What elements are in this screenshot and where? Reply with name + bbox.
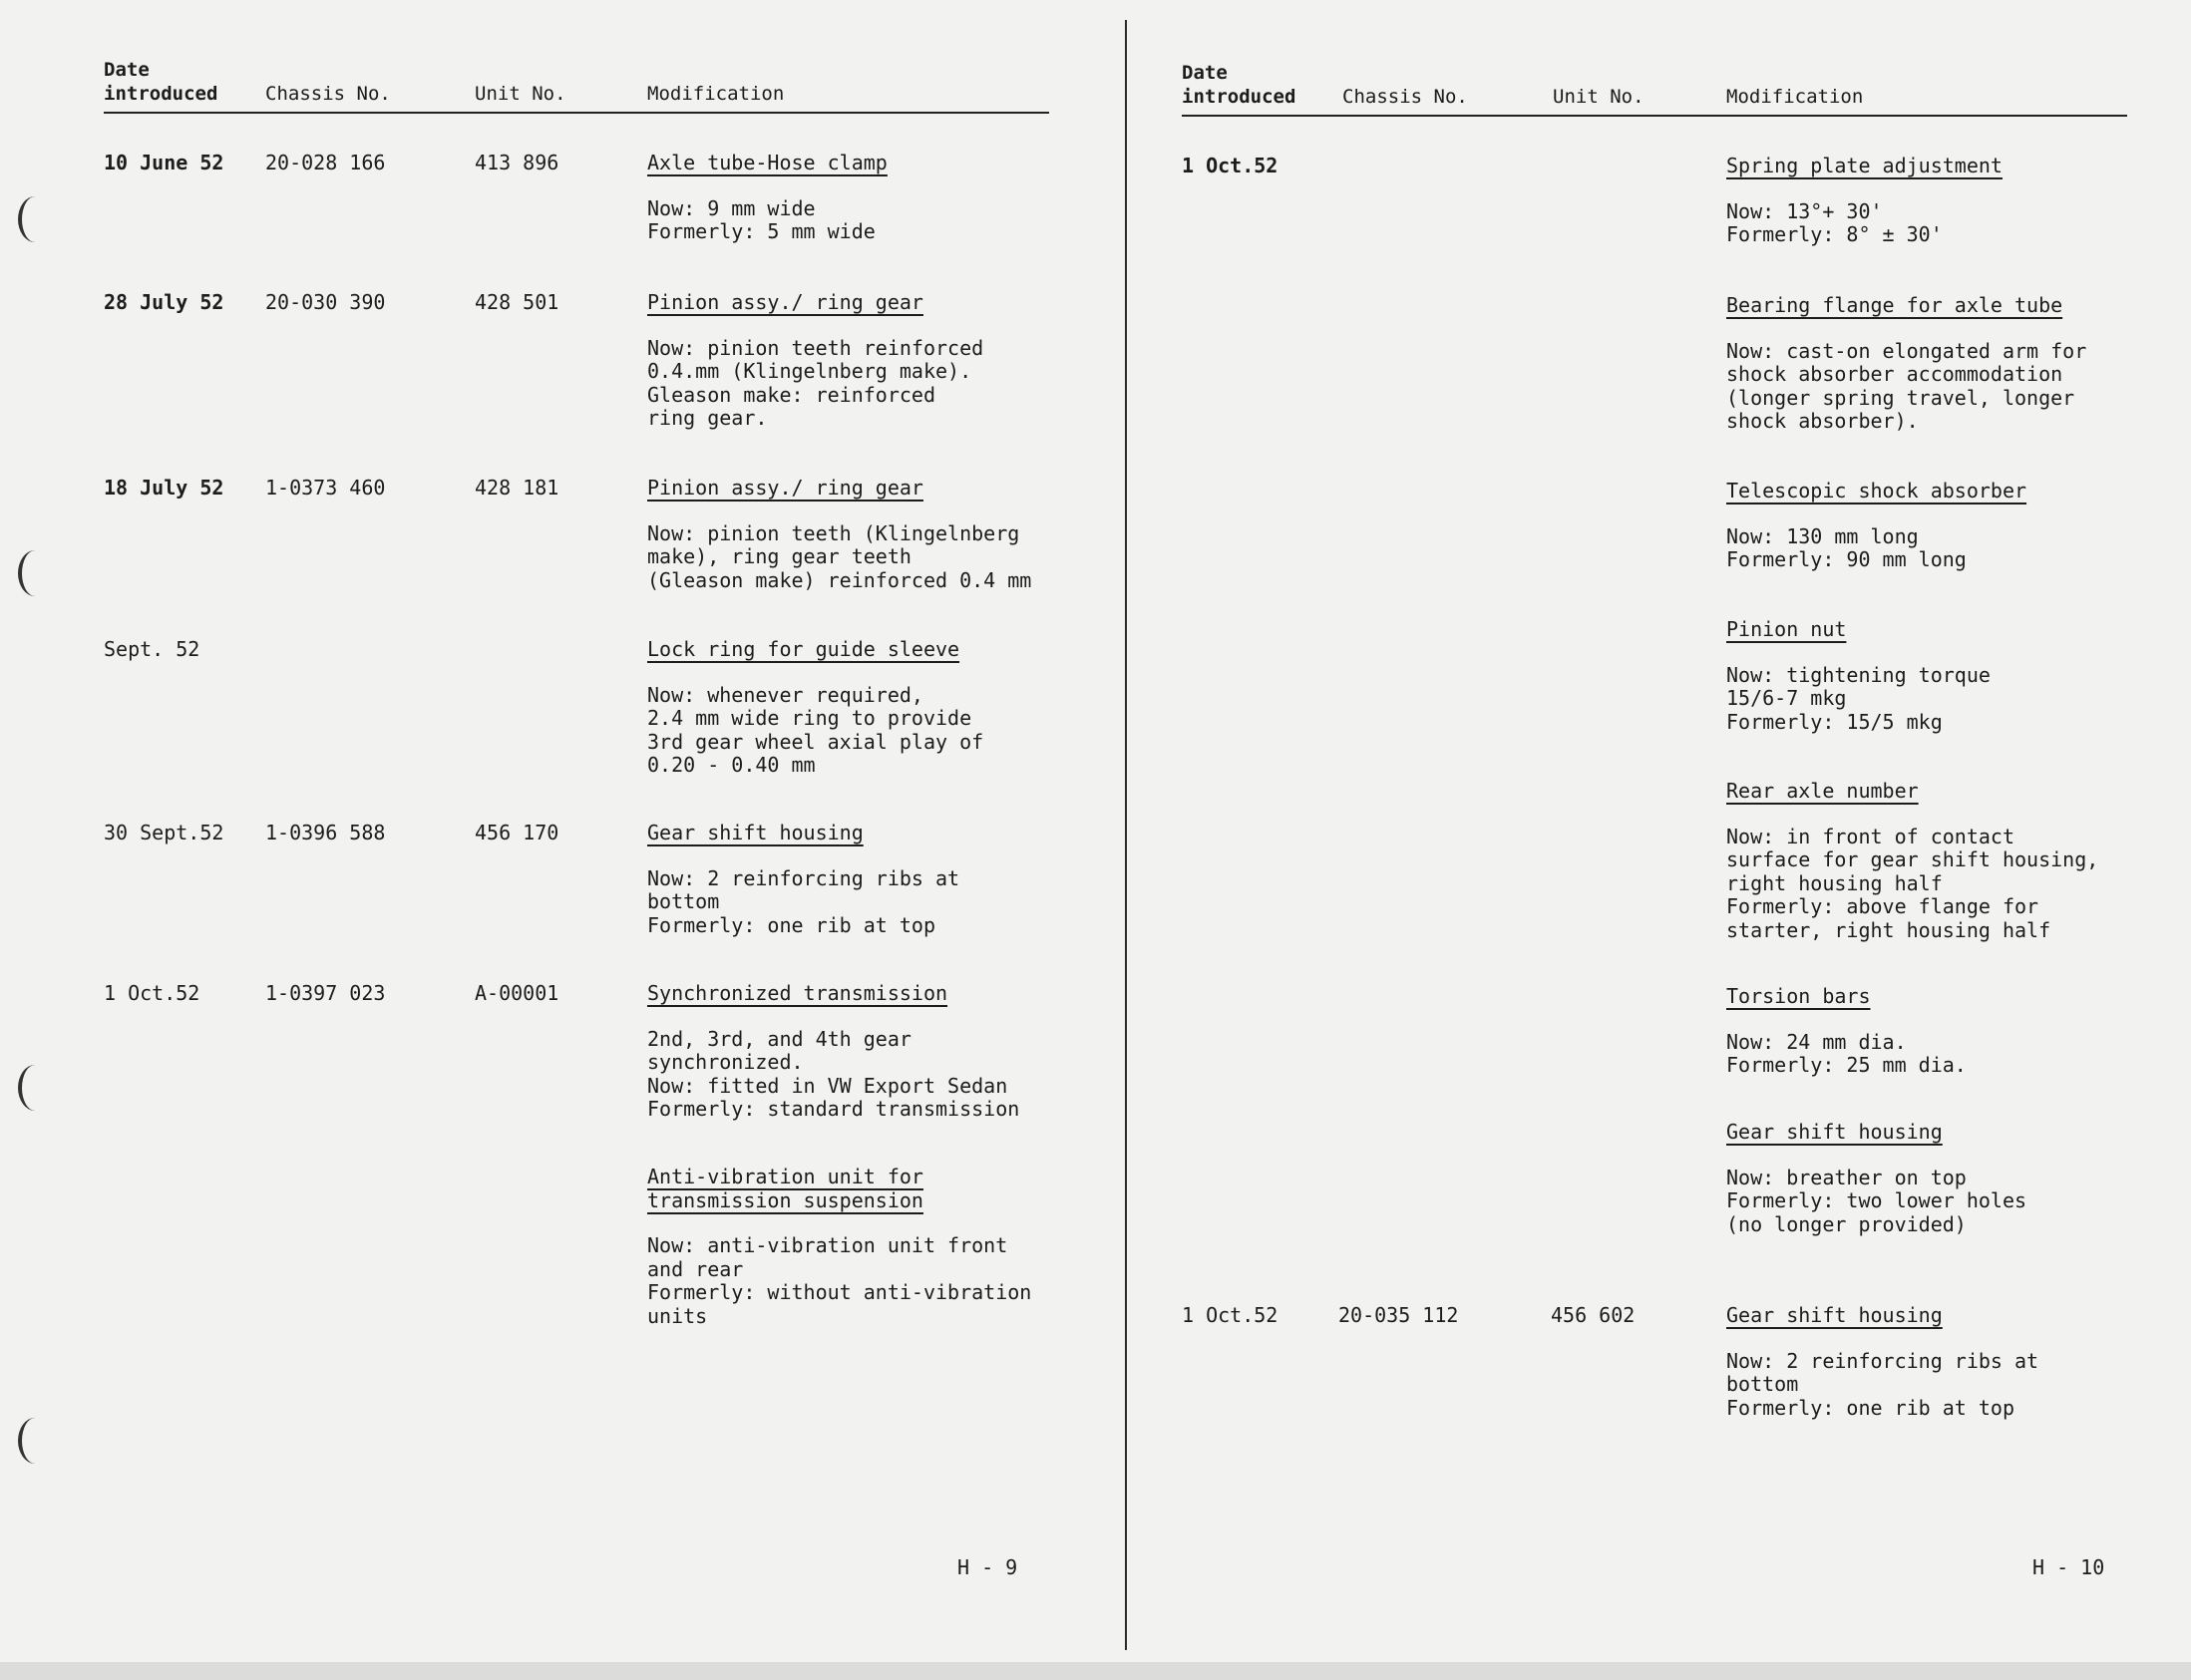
- header-date-line2: introduced: [1182, 86, 1296, 108]
- modification-line: make), ring gear teeth: [647, 544, 912, 568]
- modification-line: Now: pinion teeth reinforced: [647, 335, 984, 360]
- modification-line: synchronized.: [647, 1050, 804, 1074]
- modification-line: right housing half: [1726, 870, 1943, 895]
- binder-hole: [18, 1418, 52, 1464]
- modification-title: transmission suspension: [647, 1187, 923, 1212]
- entry-unit: 428 501: [475, 290, 559, 314]
- entry-date: Sept. 52: [104, 637, 200, 661]
- modification-title: Rear axle number: [1726, 779, 1919, 803]
- modification-line: Formerly: without anti-vibration: [647, 1280, 1032, 1304]
- modification-title: Synchronized transmission: [647, 981, 948, 1005]
- modification-line: and rear: [647, 1256, 744, 1281]
- entry-date: 30 Sept.52: [104, 821, 224, 844]
- modification-block: [1726, 155, 2003, 247]
- modification-line: Formerly: standard transmission: [647, 1097, 1020, 1121]
- modification-title: Pinion assy./ ring gear: [647, 290, 923, 314]
- modification-block: [647, 291, 983, 431]
- entry-unit: 456 602: [1551, 1303, 1636, 1327]
- header-unit: Unit No.: [1553, 86, 1644, 108]
- modification-line: 15/6-7 mkg: [1726, 686, 1847, 710]
- modification-line: Now: breather on top: [1726, 1165, 1967, 1189]
- page-number: H - 9: [957, 1555, 1018, 1579]
- header-chassis: Chassis No.: [265, 83, 391, 105]
- modification-line: 3rd gear wheel axial play of: [647, 729, 984, 754]
- modification-line: Now: 2 reinforcing ribs at: [1726, 1348, 2039, 1373]
- entry-unit: 413 896: [475, 151, 559, 174]
- entry-chassis: 20-030 390: [265, 290, 386, 314]
- modification-line: Formerly: 25 mm dia.: [1726, 1053, 1967, 1077]
- modification-line: Formerly: 15/5 mkg: [1726, 709, 1943, 734]
- modification-line: (Gleason make) reinforced 0.4 mm: [647, 567, 1032, 592]
- right-page: [1129, 0, 2191, 1680]
- entry-chassis: 1-0396 588: [265, 821, 386, 844]
- modification-line: 0.20 - 0.40 mm: [647, 753, 816, 777]
- modification-title: Torsion bars: [1726, 984, 1871, 1008]
- modification-title: Axle tube-Hose clamp: [647, 151, 888, 174]
- modification-block: [1726, 1304, 2038, 1420]
- modification-title: Pinion nut: [1726, 617, 1847, 641]
- header-modification: Modification: [647, 83, 785, 105]
- modification-block: [647, 1166, 1031, 1328]
- modification-title: Bearing flange for axle tube: [1726, 293, 2063, 317]
- modification-block: [647, 152, 888, 244]
- modification-block: [1726, 480, 2026, 572]
- modification-line: starter, right housing half: [1726, 917, 2051, 942]
- modification-block: [647, 638, 983, 778]
- modification-line: Now: 13°+ 30': [1726, 198, 1883, 223]
- entry-unit: 456 170: [475, 821, 559, 844]
- entry-chassis: 20-028 166: [265, 151, 386, 174]
- modification-line: Formerly: one rib at top: [1726, 1395, 2014, 1420]
- modification-title: Telescopic shock absorber: [1726, 479, 2027, 503]
- modification-title: Gear shift housing: [1726, 1120, 1943, 1144]
- binder-hole: [18, 196, 52, 242]
- modification-line: shock absorber accommodation: [1726, 362, 2063, 386]
- header-chassis: Chassis No.: [1342, 86, 1468, 108]
- modification-line: Formerly: two lower holes: [1726, 1188, 2027, 1212]
- entry-chassis: 1-0397 023: [265, 981, 386, 1005]
- modification-line: (longer spring travel, longer: [1726, 385, 2075, 410]
- entry-chassis: 20-035 112: [1338, 1303, 1459, 1327]
- header-rule: [104, 112, 1049, 114]
- entry-date: 1 Oct.52: [1182, 154, 1278, 177]
- modification-line: Formerly: 5 mm wide: [647, 219, 876, 243]
- modification-block: [1726, 294, 2086, 434]
- page-number: H - 10: [2032, 1555, 2105, 1579]
- modification-block: [1726, 618, 1991, 734]
- modification-block: [647, 822, 959, 937]
- modification-line: Gleason make: reinforced: [647, 382, 935, 407]
- modification-title: Lock ring for guide sleeve: [647, 637, 960, 661]
- entry-unit: A-00001: [475, 981, 559, 1005]
- modification-line: Now: anti-vibration unit front: [647, 1233, 1008, 1257]
- modification-line: 2nd, 3rd, and 4th gear: [647, 1026, 912, 1051]
- modification-line: Now: pinion teeth (Klingelnberg: [647, 520, 1020, 545]
- modification-line: Now: 2 reinforcing ribs at: [647, 865, 960, 890]
- modification-block: [1726, 1121, 2026, 1236]
- modification-title: Pinion assy./ ring gear: [647, 476, 923, 500]
- entry-date: 18 July 52: [104, 476, 224, 500]
- header-rule: [1182, 115, 2127, 117]
- modification-line: (no longer provided): [1726, 1211, 1967, 1236]
- entry-date: 28 July 52: [104, 290, 224, 314]
- modification-title: Gear shift housing: [647, 821, 864, 844]
- entry-date: 1 Oct.52: [104, 981, 200, 1005]
- modification-title: Spring plate adjustment: [1726, 154, 2003, 177]
- modification-line: Now: fitted in VW Export Sedan: [647, 1073, 1008, 1098]
- modification-line: 2.4 mm wide ring to provide: [647, 706, 972, 730]
- modification-line: ring gear.: [647, 406, 768, 430]
- modification-block: [647, 477, 1031, 592]
- page-divider: [1125, 20, 1127, 1650]
- scan-bottom-edge: [0, 1662, 2191, 1680]
- modification-line: Now: 24 mm dia.: [1726, 1029, 1907, 1054]
- modification-line: Now: whenever required,: [647, 682, 923, 707]
- modification-title: Anti-vibration unit for: [647, 1165, 923, 1188]
- entry-date: 10 June 52: [104, 151, 224, 174]
- entry-unit: 428 181: [475, 476, 559, 500]
- modification-line: units: [647, 1303, 708, 1328]
- modification-line: Formerly: 8° ± 30': [1726, 222, 1943, 246]
- entry-chassis: 1-0373 460: [265, 476, 386, 500]
- modification-line: 0.4.mm (Klingelnberg make).: [647, 359, 972, 383]
- header-date-line1: Date: [104, 59, 150, 81]
- header-modification: Modification: [1726, 86, 1864, 108]
- binder-hole: [18, 1065, 52, 1111]
- modification-block: [647, 982, 1019, 1122]
- binder-hole: [18, 550, 52, 596]
- modification-line: Formerly: 90 mm long: [1726, 547, 1967, 571]
- modification-line: Formerly: above flange for: [1726, 894, 2039, 918]
- modification-block: [1726, 985, 1967, 1078]
- modification-line: Now: 9 mm wide: [647, 195, 816, 220]
- entry-date: 1 Oct.52: [1182, 1303, 1278, 1327]
- modification-line: Formerly: one rib at top: [647, 912, 935, 937]
- modification-line: bottom: [647, 889, 720, 913]
- header-date-line1: Date: [1182, 62, 1228, 84]
- modification-title: Gear shift housing: [1726, 1303, 1943, 1327]
- modification-line: Now: tightening torque: [1726, 662, 1991, 687]
- modification-block: [1726, 780, 2098, 942]
- modification-line: bottom: [1726, 1372, 1799, 1396]
- modification-line: Now: in front of contact: [1726, 824, 2014, 848]
- modification-line: shock absorber).: [1726, 409, 1919, 433]
- header-unit: Unit No.: [475, 83, 566, 105]
- header-date-line2: introduced: [104, 83, 218, 105]
- modification-line: Now: 130 mm long: [1726, 523, 1919, 548]
- modification-line: Now: cast-on elongated arm for: [1726, 338, 2087, 363]
- modification-line: surface for gear shift housing,: [1726, 847, 2099, 871]
